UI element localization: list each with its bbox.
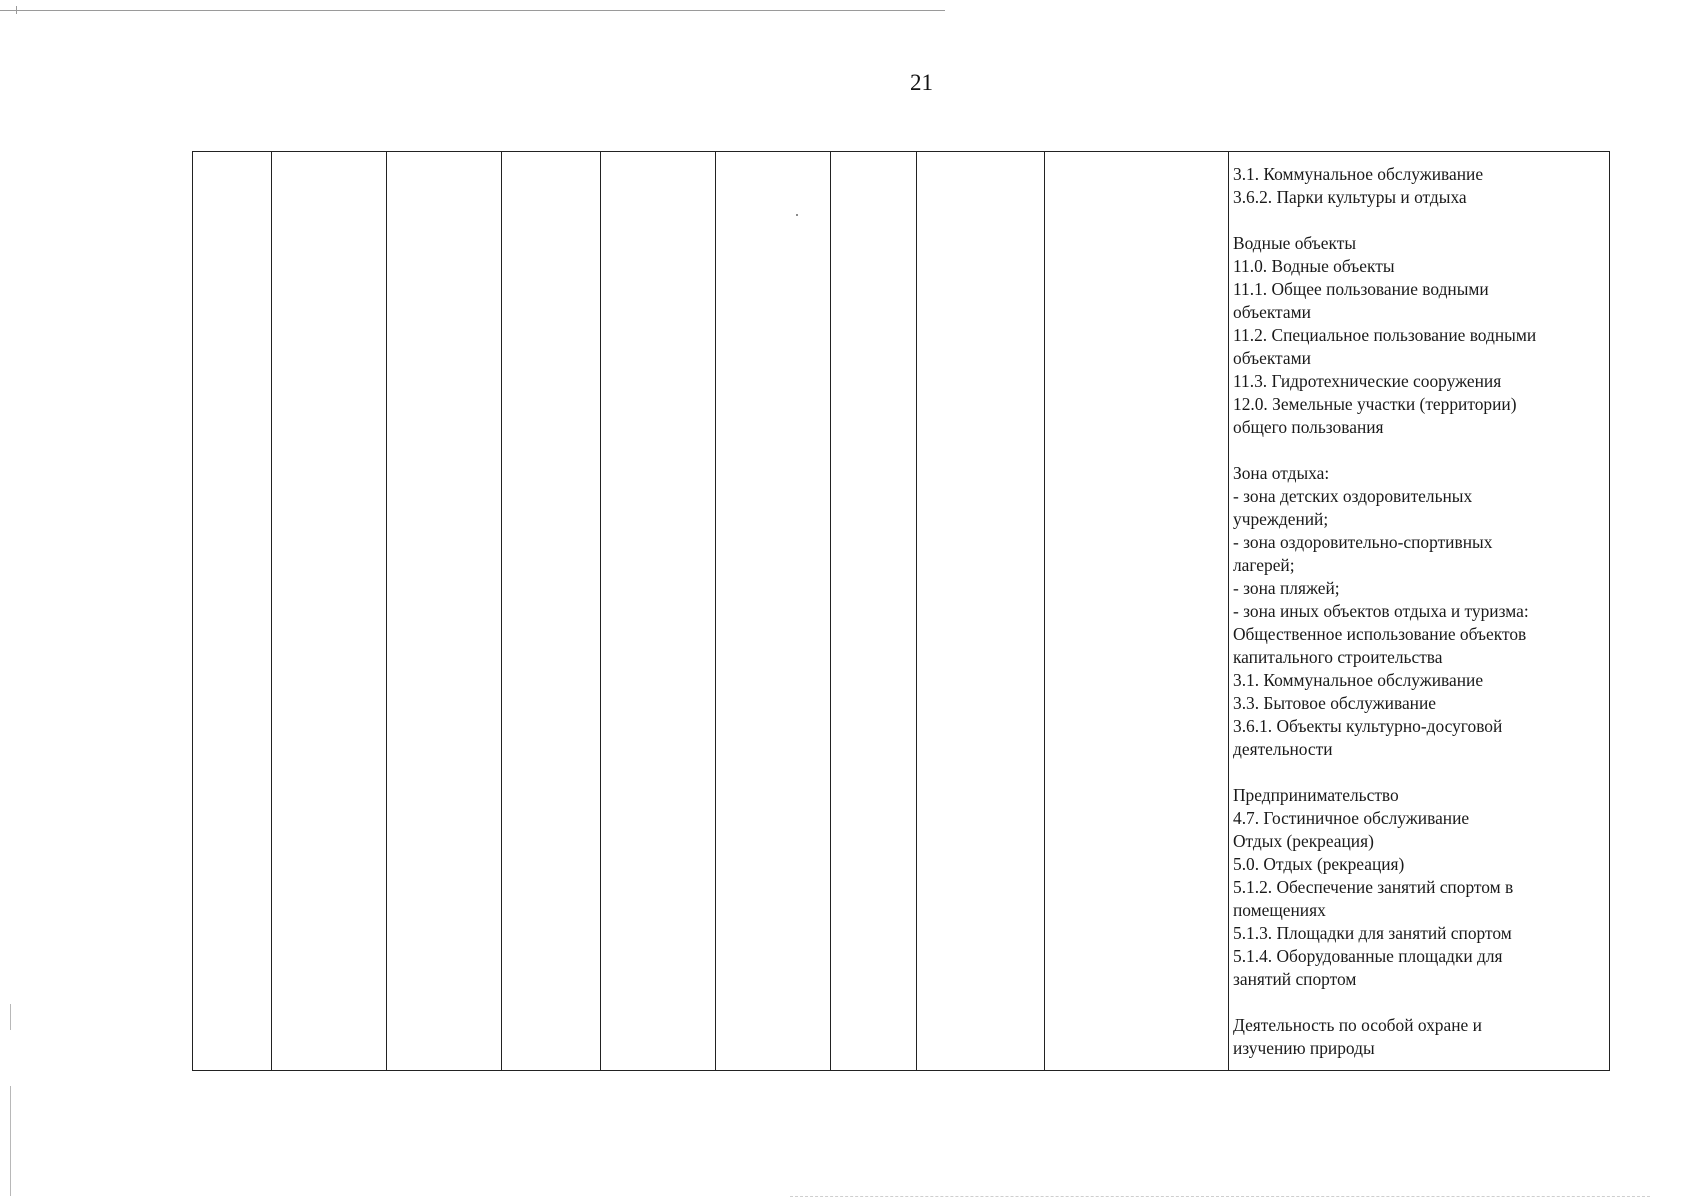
- permitted-use-line: 11.3. Гидротехнические сооружения: [1233, 371, 1502, 391]
- permitted-use-line: объектами: [1233, 302, 1311, 322]
- blank-line: [1233, 761, 1601, 784]
- scan-edge-tick: [16, 6, 17, 14]
- permitted-use-line: - зона оздоровительно-спортивных: [1233, 532, 1493, 552]
- permitted-use-line: 11.0. Водные объекты: [1233, 256, 1395, 276]
- permitted-use-line: 3.6.2. Парки культуры и отдыха: [1233, 187, 1467, 207]
- permitted-use-line: Зона отдыха:: [1233, 463, 1330, 483]
- permitted-uses-cell: [1229, 152, 1609, 1070]
- permitted-use-line: 3.6.1. Объекты культурно-досуговой: [1233, 716, 1503, 736]
- permitted-use-line: 5.1.4. Оборудованные площадки для: [1233, 946, 1503, 966]
- table-cell-col-6: [716, 152, 831, 1070]
- permitted-use-line: капитального строительства: [1233, 647, 1443, 667]
- permitted-use-line: занятий спортом: [1233, 969, 1357, 989]
- permitted-use-line: - зона детских оздоровительных: [1233, 486, 1473, 506]
- permitted-use-line: Водные объекты: [1233, 233, 1357, 253]
- permitted-use-line: 3.1. Коммунальное обслуживание: [1233, 164, 1484, 184]
- scan-edge-line: [0, 10, 945, 11]
- permitted-use-line: помещениях: [1233, 900, 1326, 920]
- permitted-use-line: - зона иных объектов отдыха и туризма:: [1233, 601, 1529, 621]
- blank-line: [1233, 439, 1601, 462]
- blank-line: [1233, 991, 1601, 1014]
- permitted-use-line: 4.7. Гостиничное обслуживание: [1233, 808, 1470, 828]
- table-cell-col-5: [601, 152, 716, 1070]
- table-cell-col-7: [831, 152, 917, 1070]
- permitted-use-line: Предпринимательство: [1233, 785, 1399, 805]
- table-cell-col-2: [272, 152, 387, 1070]
- permitted-use-line: Общественное использование объектов: [1233, 624, 1527, 644]
- land-use-table: [192, 151, 1610, 1071]
- permitted-use-line: учреждений;: [1233, 509, 1329, 529]
- table-cell-col-8: [917, 152, 1045, 1070]
- permitted-use-line: 5.1.3. Площадки для занятий спортом: [1233, 923, 1512, 943]
- permitted-use-line: - зона пляжей;: [1233, 578, 1340, 598]
- permitted-use-line: Отдых (рекреация): [1233, 831, 1374, 851]
- scan-margin-mark: [10, 1086, 11, 1196]
- table-cell-col-1: [193, 152, 272, 1070]
- permitted-use-line: деятельности: [1233, 739, 1333, 759]
- permitted-use-line: 3.1. Коммунальное обслуживание: [1233, 670, 1484, 690]
- scan-bottom-noise: [790, 1196, 1650, 1198]
- permitted-use-line: 12.0. Земельные участки (территории): [1233, 394, 1517, 414]
- page-number: 21: [910, 70, 933, 95]
- blank-line: [1233, 209, 1601, 232]
- permitted-use-line: 11.2. Специальное пользование водными: [1233, 325, 1537, 345]
- permitted-use-line: 5.1.2. Обеспечение занятий спортом в: [1233, 877, 1514, 897]
- permitted-use-line: изучению природы: [1233, 1038, 1375, 1058]
- permitted-use-line: 5.0. Отдых (рекреация): [1233, 854, 1405, 874]
- permitted-use-line: лагерей;: [1233, 555, 1295, 575]
- permitted-use-line: общего пользования: [1233, 417, 1384, 437]
- permitted-use-line: 11.1. Общее пользование водными: [1233, 279, 1489, 299]
- permitted-use-line: 3.3. Бытовое обслуживание: [1233, 693, 1436, 713]
- permitted-use-line: объектами: [1233, 348, 1311, 368]
- scan-margin-mark: [10, 1004, 11, 1030]
- table-cell-col-3: [387, 152, 502, 1070]
- table-cell-col-9: [1045, 152, 1229, 1070]
- table-cell-col-4: [502, 152, 601, 1070]
- permitted-use-line: Деятельность по особой охране и: [1233, 1015, 1482, 1035]
